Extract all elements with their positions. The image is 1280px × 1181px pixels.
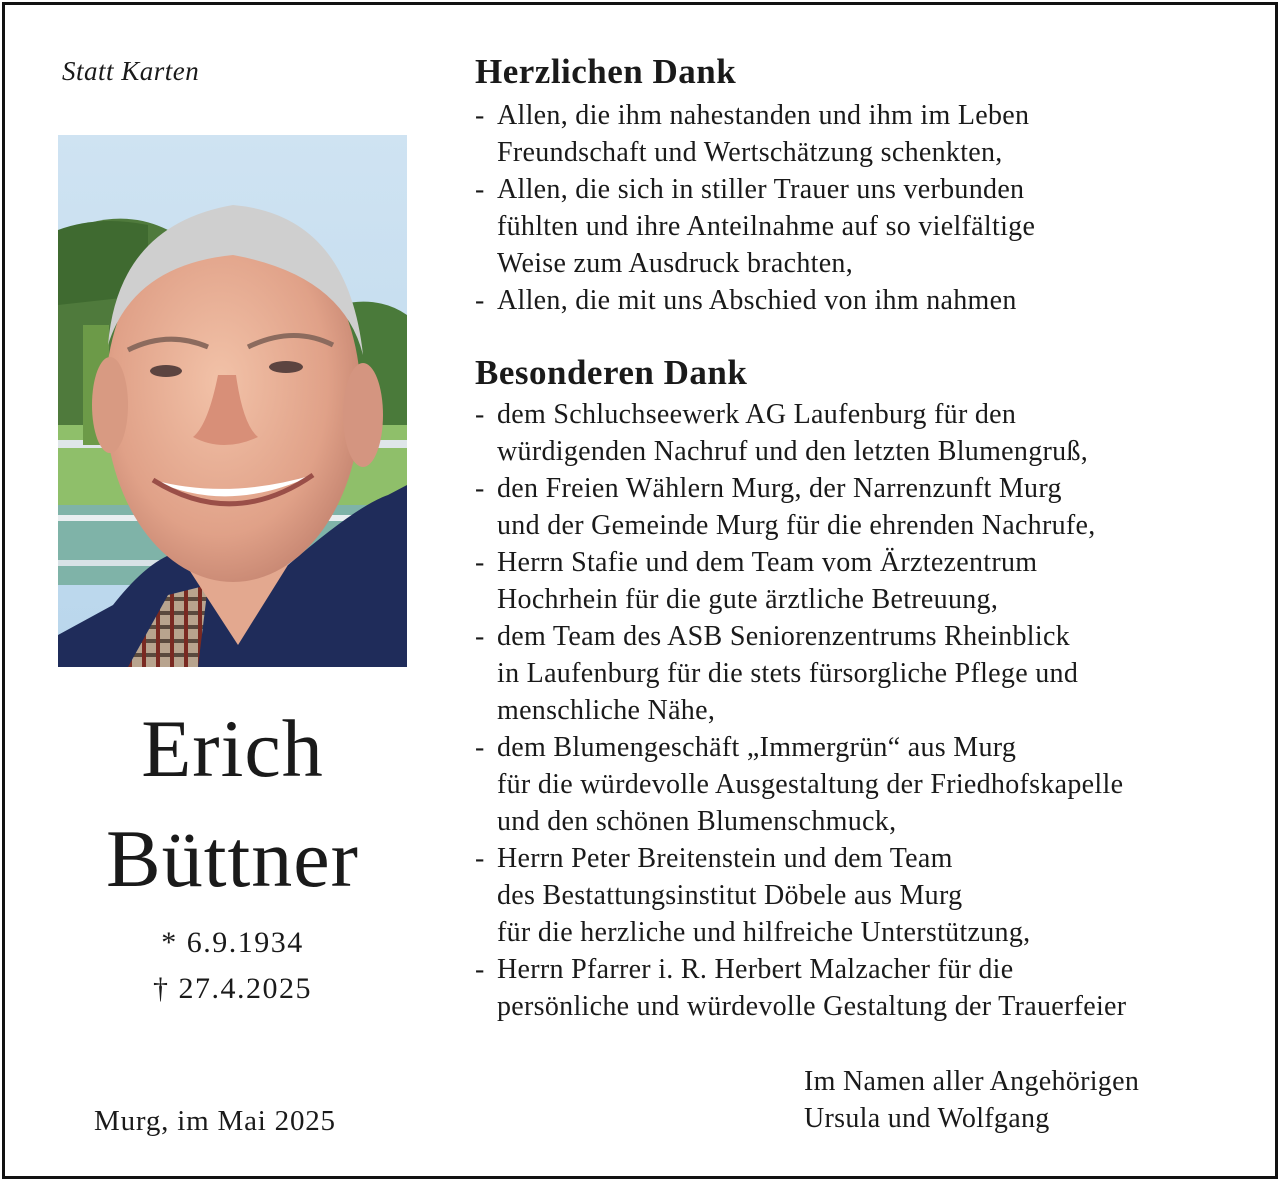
thanks-line: dem Team des ASB Seniorenzentrums Rheinblick bbox=[497, 621, 1070, 652]
thanks-item bbox=[475, 470, 1265, 544]
dash-bullet: - bbox=[475, 621, 485, 652]
birth-date: * 6.9.1934 bbox=[161, 926, 304, 959]
dash-bullet: - bbox=[475, 954, 485, 985]
thanks-item bbox=[475, 618, 1265, 729]
thanks-item bbox=[475, 840, 1265, 951]
last-name: Büttner bbox=[106, 813, 359, 904]
thanks-line: menschliche Nähe, bbox=[497, 695, 716, 726]
thanks-item bbox=[475, 282, 1265, 319]
dash-bullet: - bbox=[475, 399, 485, 430]
thanks-item bbox=[475, 97, 1265, 171]
dash-bullet: - bbox=[475, 547, 485, 578]
statt-karten-label: Statt Karten bbox=[62, 56, 200, 86]
thanks-line: fühlten und ihre Anteilnahme auf so vielfältige bbox=[497, 211, 1036, 242]
thanks-line: Herrn Peter Breitenstein und dem Team bbox=[497, 843, 953, 874]
thanks-item bbox=[475, 171, 1265, 282]
thanks-line: dem Blumengeschäft „Immergrün“ aus Murg bbox=[497, 732, 1017, 763]
thanks-line: Allen, die sich in stiller Trauer uns verbunden bbox=[497, 174, 1025, 205]
thanks-line: für die herzliche und hilfreiche Unterstützung, bbox=[497, 917, 1031, 948]
thanks-line: würdigenden Nachruf und den letzten Blumengruß, bbox=[497, 436, 1089, 467]
thanks-item bbox=[475, 951, 1265, 1025]
thanks-line: Allen, die ihm nahestanden und ihm im Leben bbox=[497, 100, 1030, 131]
thanks-line: Weise zum Ausdruck brachten, bbox=[497, 248, 854, 279]
death-date: † 27.4.2025 bbox=[153, 972, 312, 1005]
thanks-item bbox=[475, 729, 1265, 840]
thanks-line: und der Gemeinde Murg für die ehrenden Nachrufe, bbox=[497, 510, 1096, 541]
heading-besonderen-dank: Besonderen Dank bbox=[475, 353, 748, 392]
thanks-line: Herrn Stafie und dem Team vom Ärztezentrum bbox=[497, 547, 1038, 578]
thanks-item bbox=[475, 544, 1265, 618]
portrait-photo bbox=[58, 135, 407, 667]
thanks-list-special bbox=[475, 396, 1265, 1025]
dash-bullet: - bbox=[475, 100, 485, 131]
dash-bullet: - bbox=[475, 174, 485, 205]
dash-bullet: - bbox=[475, 843, 485, 874]
signature-names: Ursula und Wolfgang bbox=[804, 1103, 1050, 1134]
dash-bullet: - bbox=[475, 473, 485, 504]
thanks-line: Freundschaft und Wertschätzung schenkten, bbox=[497, 137, 1003, 168]
thanks-line: den Freien Wählern Murg, der Narrenzunft Murg bbox=[497, 473, 1062, 504]
thanks-line: des Bestattungsinstitut Döbele aus Murg bbox=[497, 880, 963, 911]
first-name: Erich bbox=[141, 703, 324, 794]
thanks-line: dem Schluchseewerk AG Laufenburg für den bbox=[497, 399, 1017, 430]
thanks-list-general bbox=[475, 97, 1265, 319]
thanks-line: persönliche und würdevolle Gestaltung der Trauerfeier bbox=[497, 991, 1127, 1022]
thanks-line: für die würdevolle Ausgestaltung der Friedhofskapelle bbox=[497, 769, 1124, 800]
signature-line-1: Im Namen aller Angehörigen bbox=[804, 1066, 1140, 1097]
place-and-date: Murg, im Mai 2025 bbox=[94, 1105, 336, 1137]
dash-bullet: - bbox=[475, 732, 485, 763]
thanks-line: Allen, die mit uns Abschied von ihm nahmen bbox=[497, 285, 1017, 316]
thanks-item bbox=[475, 396, 1265, 470]
dash-bullet: - bbox=[475, 285, 485, 316]
thanks-line: Herrn Pfarrer i. R. Herbert Malzacher für die bbox=[497, 954, 1014, 985]
heading-herzlichen-dank: Herzlichen Dank bbox=[475, 52, 737, 91]
thanks-line: in Laufenburg für die stets fürsorgliche Pflege und bbox=[497, 658, 1079, 689]
thanks-line: Hochrhein für die gute ärztliche Betreuung, bbox=[497, 584, 999, 615]
thanks-line: und den schönen Blumenschmuck, bbox=[497, 806, 897, 837]
